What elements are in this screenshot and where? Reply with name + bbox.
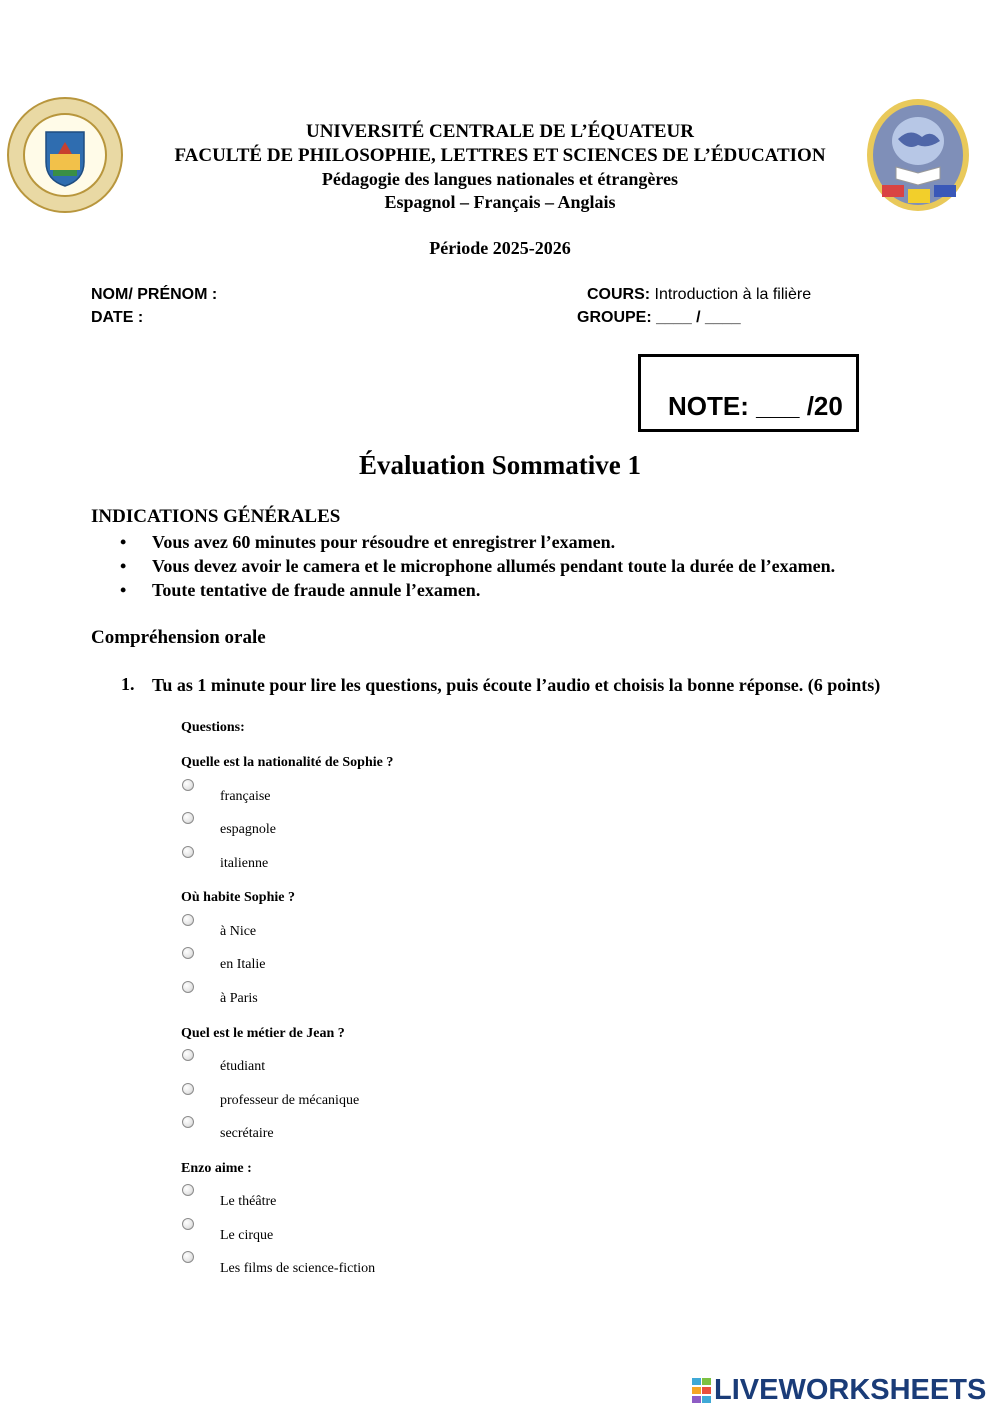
program-name: Pédagogie des langues nationales et étrangères bbox=[321, 169, 679, 189]
option-label: Les films de science-fiction bbox=[220, 1261, 376, 1276]
option-label: italienne bbox=[220, 856, 269, 871]
questions-label: Questions: bbox=[181, 720, 245, 735]
indication-item: • Vous avez 60 minutes pour résoudre et enregistrer l’examen. bbox=[120, 530, 835, 554]
radio-option-a-paris[interactable] bbox=[182, 981, 194, 993]
name-label: NOM/ PRÉNOM : bbox=[91, 286, 218, 303]
radio-option-etudiant[interactable] bbox=[182, 1049, 194, 1061]
option-label: professeur de mécanique bbox=[220, 1093, 360, 1108]
option-label: Le cirque bbox=[220, 1228, 274, 1243]
question-title: Où habite Sophie ? bbox=[181, 890, 295, 905]
liveworksheets-logo-icon bbox=[692, 1378, 712, 1404]
indications-heading: INDICATIONS GÉNÉRALES bbox=[91, 506, 341, 527]
option-label: en Italie bbox=[220, 957, 266, 972]
radio-option-francaise[interactable] bbox=[182, 779, 194, 791]
section-heading: Compréhension orale bbox=[91, 627, 266, 648]
radio-option-a-nice[interactable] bbox=[182, 914, 194, 926]
option-label: à Paris bbox=[220, 991, 258, 1006]
faculty-name: FACULTÉ DE PHILOSOPHIE, LETTRES ET SCIENCES DE L’ÉDUCATION bbox=[174, 145, 826, 166]
option-label: Le théâtre bbox=[220, 1194, 277, 1209]
indication-item: • Vous devez avoir le camera et le microphone allumés pendant toute la durée de l’examen. bbox=[120, 554, 835, 578]
page-title: Évaluation Sommative 1 bbox=[358, 450, 641, 480]
radio-option-cirque[interactable] bbox=[182, 1218, 194, 1230]
option-label: espagnole bbox=[220, 822, 276, 837]
question-title: Enzo aime : bbox=[181, 1161, 252, 1176]
university-name: UNIVERSITÉ CENTRALE DE L’ÉQUATEUR bbox=[305, 121, 694, 142]
indication-item: • Toute tentative de fraude annule l’examen. bbox=[120, 578, 835, 602]
question-title: Quelle est la nationalité de Sophie ? bbox=[181, 755, 394, 770]
course-value: Introduction à la filière bbox=[650, 286, 812, 303]
watermark-text: LIVEWORKSHEETS bbox=[714, 1374, 987, 1406]
period: Période 2025-2026 bbox=[429, 238, 571, 258]
group-label: GROUPE: ____ / ____ bbox=[577, 309, 741, 326]
radio-option-professeur[interactable] bbox=[182, 1083, 194, 1095]
date-label: DATE : bbox=[91, 309, 144, 326]
radio-option-espagnole[interactable] bbox=[182, 812, 194, 824]
option-label: secrétaire bbox=[220, 1126, 274, 1141]
radio-option-en-italie[interactable] bbox=[182, 947, 194, 959]
exercise-number: 1. bbox=[121, 674, 135, 694]
grade-box bbox=[638, 354, 859, 432]
course-field bbox=[587, 286, 811, 304]
grade-label: NOTE: ___ /20 bbox=[668, 391, 843, 421]
radio-option-italienne[interactable] bbox=[182, 846, 194, 858]
course-label: COURS: bbox=[587, 286, 651, 303]
radio-option-science-fiction[interactable] bbox=[182, 1251, 194, 1263]
option-label: française bbox=[220, 789, 271, 804]
exercise-instruction: Tu as 1 minute pour lire les questions, puis écoute l’audio et choisis la bonne réponse. (6 points) bbox=[152, 675, 881, 695]
indications-list bbox=[120, 530, 835, 602]
option-label: étudiant bbox=[220, 1059, 266, 1074]
radio-option-theatre[interactable] bbox=[182, 1184, 194, 1196]
option-label: à Nice bbox=[220, 924, 257, 939]
radio-option-secretaire[interactable] bbox=[182, 1116, 194, 1128]
question-title: Quel est le métier de Jean ? bbox=[181, 1026, 345, 1041]
languages: Espagnol – Français – Anglais bbox=[384, 192, 616, 212]
